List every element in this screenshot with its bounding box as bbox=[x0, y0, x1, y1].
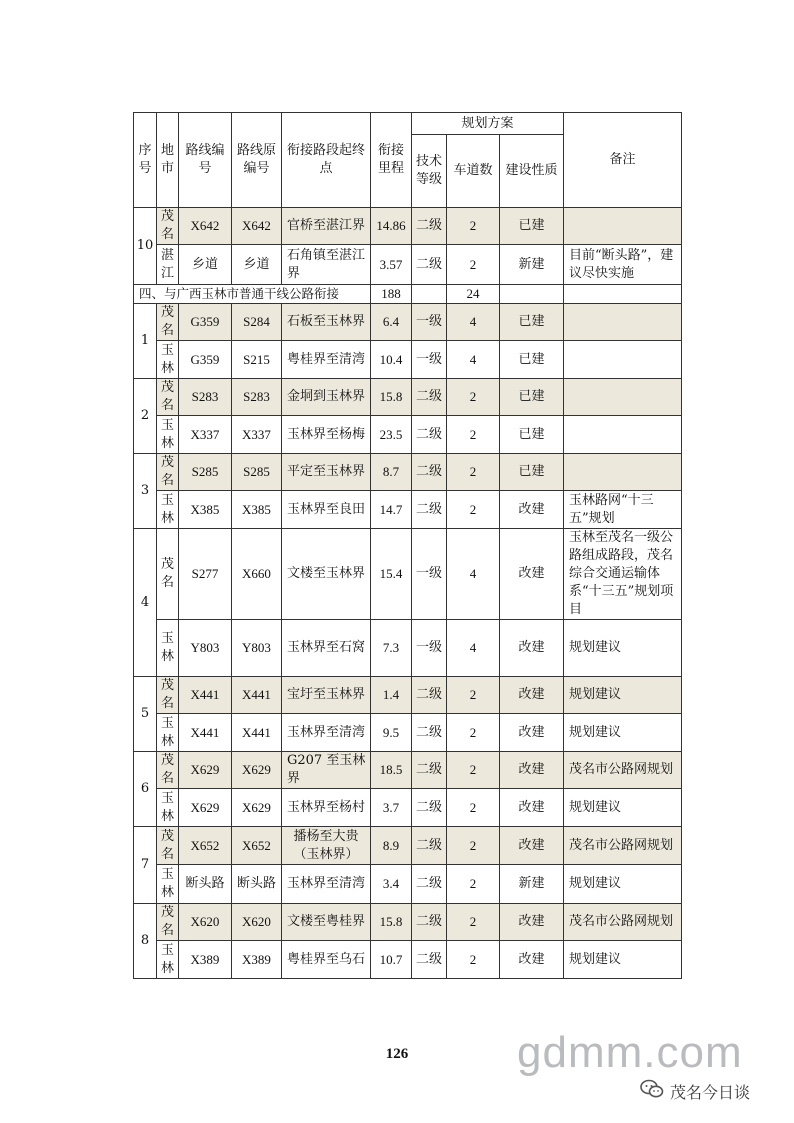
row-seq: 2 bbox=[134, 379, 157, 454]
row-nature: 改建 bbox=[500, 714, 564, 752]
page-number: 126 bbox=[385, 1046, 409, 1062]
row-orig: X385 bbox=[232, 491, 282, 529]
row-remark: 规划建议 bbox=[564, 789, 682, 827]
row-remark: 茂名市公路网规划 bbox=[564, 752, 682, 789]
row-city: 茂名 bbox=[157, 454, 179, 491]
row-lanes: 2 bbox=[447, 904, 500, 941]
row-remark bbox=[564, 416, 682, 454]
row-nature: 已建 bbox=[500, 304, 564, 341]
row-orig: X441 bbox=[232, 714, 282, 752]
row-lanes: 2 bbox=[447, 714, 500, 752]
section-mileage: 188 bbox=[371, 285, 412, 304]
table-row bbox=[134, 827, 682, 865]
row-orig: S283 bbox=[232, 379, 282, 416]
row-mileage: 3.57 bbox=[371, 245, 412, 285]
row-route: 乡道 bbox=[179, 245, 232, 285]
section-row bbox=[134, 285, 682, 304]
table-row bbox=[134, 941, 682, 979]
watermark: gdmm.com bbox=[517, 1028, 743, 1077]
row-remark: 规划建议 bbox=[564, 714, 682, 752]
row-orig: X642 bbox=[232, 208, 282, 245]
table-row bbox=[134, 341, 682, 379]
table-row bbox=[134, 904, 682, 941]
row-city: 湛江 bbox=[157, 245, 179, 285]
row-nature: 新建 bbox=[500, 865, 564, 904]
table-row bbox=[134, 245, 682, 285]
row-lanes: 2 bbox=[447, 865, 500, 904]
row-nature: 改建 bbox=[500, 491, 564, 529]
row-orig: X620 bbox=[232, 904, 282, 941]
row-lanes: 2 bbox=[447, 491, 500, 529]
row-grade: 一级 bbox=[412, 341, 447, 379]
row-segment: 石角镇至湛江界 bbox=[282, 245, 371, 285]
row-city: 茂名 bbox=[157, 304, 179, 341]
row-mileage: 14.7 bbox=[371, 491, 412, 529]
wechat-account-name: 茂名今日谈 bbox=[670, 1082, 751, 1102]
row-seq: 10 bbox=[134, 208, 157, 285]
row-city: 茂名 bbox=[157, 529, 179, 620]
table-row bbox=[134, 208, 682, 245]
row-grade: 二级 bbox=[412, 208, 447, 245]
row-route: G359 bbox=[179, 304, 232, 341]
row-lanes: 2 bbox=[447, 752, 500, 789]
row-mileage: 6.4 bbox=[371, 304, 412, 341]
row-city: 玉林 bbox=[157, 941, 179, 979]
row-lanes: 2 bbox=[447, 454, 500, 491]
row-segment: 粤桂界至乌石 bbox=[282, 941, 371, 979]
row-nature: 已建 bbox=[500, 208, 564, 245]
wechat-attribution bbox=[640, 1079, 750, 1103]
header-plan: 规划方案 bbox=[412, 113, 564, 135]
row-grade: 二级 bbox=[412, 789, 447, 827]
row-segment: 玉林界至杨村 bbox=[282, 789, 371, 827]
section-title: 四、与广西玉林市普通干线公路衔接 bbox=[134, 285, 371, 304]
row-orig: X629 bbox=[232, 789, 282, 827]
row-orig: X652 bbox=[232, 827, 282, 865]
row-grade: 二级 bbox=[412, 752, 447, 789]
row-nature: 已建 bbox=[500, 341, 564, 379]
row-grade: 二级 bbox=[412, 941, 447, 979]
row-route: X441 bbox=[179, 677, 232, 714]
row-route: X620 bbox=[179, 904, 232, 941]
row-remark bbox=[564, 454, 682, 491]
header-remark: 备注 bbox=[564, 113, 682, 208]
row-city: 玉林 bbox=[157, 714, 179, 752]
row-nature: 改建 bbox=[500, 904, 564, 941]
row-grade: 二级 bbox=[412, 904, 447, 941]
table-row bbox=[134, 752, 682, 789]
row-lanes: 4 bbox=[447, 341, 500, 379]
table-row bbox=[134, 379, 682, 416]
header-city: 地市 bbox=[157, 113, 179, 208]
row-route: X642 bbox=[179, 208, 232, 245]
row-grade: 二级 bbox=[412, 379, 447, 416]
row-mileage: 8.7 bbox=[371, 454, 412, 491]
row-lanes: 2 bbox=[447, 827, 500, 865]
row-route: X385 bbox=[179, 491, 232, 529]
row-city: 茂名 bbox=[157, 379, 179, 416]
row-city: 玉林 bbox=[157, 789, 179, 827]
row-grade: 二级 bbox=[412, 714, 447, 752]
row-lanes: 2 bbox=[447, 245, 500, 285]
row-segment: 粤桂界至清湾 bbox=[282, 341, 371, 379]
table-row bbox=[134, 620, 682, 677]
header-grade: 技术等级 bbox=[412, 135, 447, 208]
table-row bbox=[134, 529, 682, 620]
row-orig: S215 bbox=[232, 341, 282, 379]
row-lanes: 2 bbox=[447, 677, 500, 714]
row-segment: 玉林界至良田 bbox=[282, 491, 371, 529]
section-nature bbox=[500, 285, 564, 304]
table-row bbox=[134, 304, 682, 341]
row-city: 玉林 bbox=[157, 491, 179, 529]
header-row-1 bbox=[134, 113, 682, 135]
row-grade: 二级 bbox=[412, 491, 447, 529]
row-segment: 玉林界至石窝 bbox=[282, 620, 371, 677]
row-lanes: 2 bbox=[447, 941, 500, 979]
row-segment: 平定至玉林界 bbox=[282, 454, 371, 491]
row-segment: 官桥至湛江界 bbox=[282, 208, 371, 245]
row-lanes: 4 bbox=[447, 529, 500, 620]
row-lanes: 4 bbox=[447, 304, 500, 341]
row-segment: 宝圩至玉林界 bbox=[282, 677, 371, 714]
row-remark: 规划建议 bbox=[564, 865, 682, 904]
row-remark: 目前“断头路”，建议尽快实施 bbox=[564, 245, 682, 285]
row-lanes: 2 bbox=[447, 208, 500, 245]
row-segment: 玉林界至清湾 bbox=[282, 714, 371, 752]
row-remark: 规划建议 bbox=[564, 941, 682, 979]
row-city: 玉林 bbox=[157, 341, 179, 379]
row-remark bbox=[564, 304, 682, 341]
row-grade: 一级 bbox=[412, 304, 447, 341]
row-city: 茂名 bbox=[157, 677, 179, 714]
row-seq: 3 bbox=[134, 454, 157, 529]
table-row bbox=[134, 454, 682, 491]
row-mileage: 8.9 bbox=[371, 827, 412, 865]
row-lanes: 2 bbox=[447, 789, 500, 827]
row-nature: 改建 bbox=[500, 752, 564, 789]
row-grade: 二级 bbox=[412, 827, 447, 865]
row-nature: 改建 bbox=[500, 941, 564, 979]
row-remark bbox=[564, 208, 682, 245]
row-orig: 乡道 bbox=[232, 245, 282, 285]
row-nature: 改建 bbox=[500, 620, 564, 677]
row-mileage: 7.3 bbox=[371, 620, 412, 677]
row-grade: 一级 bbox=[412, 529, 447, 620]
row-mileage: 3.4 bbox=[371, 865, 412, 904]
header-lanes: 车道数 bbox=[447, 135, 500, 208]
row-remark: 玉林至茂名一级公路组成路段，茂名综合交通运输体系“十三五”规划项目 bbox=[564, 529, 682, 620]
table-row bbox=[134, 491, 682, 529]
header-segment: 衔接路段起终点 bbox=[282, 113, 371, 208]
row-segment: 玉林界至杨梅 bbox=[282, 416, 371, 454]
table-row bbox=[134, 677, 682, 714]
row-seq: 1 bbox=[134, 304, 157, 379]
row-remark: 规划建议 bbox=[564, 620, 682, 677]
row-route: X629 bbox=[179, 752, 232, 789]
row-nature: 改建 bbox=[500, 827, 564, 865]
row-orig: 断头路 bbox=[232, 865, 282, 904]
row-route: S283 bbox=[179, 379, 232, 416]
row-segment: 金垌到玉林界 bbox=[282, 379, 371, 416]
row-city: 茂名 bbox=[157, 827, 179, 865]
wechat-icon bbox=[640, 1079, 664, 1103]
row-mileage: 15.8 bbox=[371, 379, 412, 416]
row-mileage: 23.5 bbox=[371, 416, 412, 454]
header-mileage: 衔接里程 bbox=[371, 113, 412, 208]
table-row bbox=[134, 416, 682, 454]
row-remark: 玉林路网“十三五”规划 bbox=[564, 491, 682, 529]
row-route: X652 bbox=[179, 827, 232, 865]
row-orig: S284 bbox=[232, 304, 282, 341]
row-route: G359 bbox=[179, 341, 232, 379]
row-seq: 6 bbox=[134, 752, 157, 827]
row-nature: 改建 bbox=[500, 789, 564, 827]
row-segment: 石板至玉林界 bbox=[282, 304, 371, 341]
table-row bbox=[134, 865, 682, 904]
row-lanes: 4 bbox=[447, 620, 500, 677]
row-city: 茂名 bbox=[157, 904, 179, 941]
row-route: Y803 bbox=[179, 620, 232, 677]
row-remark bbox=[564, 379, 682, 416]
row-lanes: 2 bbox=[447, 379, 500, 416]
row-route: X441 bbox=[179, 714, 232, 752]
row-orig: S285 bbox=[232, 454, 282, 491]
header-orig-no: 路线原编号 bbox=[232, 113, 282, 208]
table-row bbox=[134, 714, 682, 752]
row-nature: 改建 bbox=[500, 529, 564, 620]
row-segment: 播杨至大贵（玉林界） bbox=[282, 827, 371, 865]
row-mileage: 15.8 bbox=[371, 904, 412, 941]
table-row bbox=[134, 789, 682, 827]
row-nature: 已建 bbox=[500, 416, 564, 454]
row-mileage: 10.4 bbox=[371, 341, 412, 379]
row-lanes: 2 bbox=[447, 416, 500, 454]
row-grade: 二级 bbox=[412, 245, 447, 285]
row-remark: 规划建议 bbox=[564, 677, 682, 714]
row-nature: 改建 bbox=[500, 677, 564, 714]
row-segment: 玉林界至清湾 bbox=[282, 865, 371, 904]
row-mileage: 14.86 bbox=[371, 208, 412, 245]
row-mileage: 18.5 bbox=[371, 752, 412, 789]
row-grade: 二级 bbox=[412, 677, 447, 714]
row-nature: 新建 bbox=[500, 245, 564, 285]
header-nature: 建设性质 bbox=[500, 135, 564, 208]
row-mileage: 1.4 bbox=[371, 677, 412, 714]
row-grade: 二级 bbox=[412, 865, 447, 904]
row-orig: X441 bbox=[232, 677, 282, 714]
row-city: 玉林 bbox=[157, 620, 179, 677]
row-segment: G207 至玉林界 bbox=[282, 752, 371, 789]
header-route-no: 路线编号 bbox=[179, 113, 232, 208]
row-mileage: 3.7 bbox=[371, 789, 412, 827]
row-orig: X660 bbox=[232, 529, 282, 620]
row-remark bbox=[564, 341, 682, 379]
row-city: 茂名 bbox=[157, 752, 179, 789]
row-route: S277 bbox=[179, 529, 232, 620]
row-remark: 茂名市公路网规划 bbox=[564, 827, 682, 865]
row-orig: X629 bbox=[232, 752, 282, 789]
row-segment: 文楼至粤桂界 bbox=[282, 904, 371, 941]
row-route: 断头路 bbox=[179, 865, 232, 904]
row-seq: 8 bbox=[134, 904, 157, 979]
row-route: S285 bbox=[179, 454, 232, 491]
row-seq: 4 bbox=[134, 529, 157, 677]
row-mileage: 9.5 bbox=[371, 714, 412, 752]
row-segment: 文楼至玉林界 bbox=[282, 529, 371, 620]
row-route: X337 bbox=[179, 416, 232, 454]
row-mileage: 10.7 bbox=[371, 941, 412, 979]
header-seq: 序号 bbox=[134, 113, 157, 208]
row-orig: Y803 bbox=[232, 620, 282, 677]
row-orig: X389 bbox=[232, 941, 282, 979]
row-nature: 已建 bbox=[500, 454, 564, 491]
row-grade: 二级 bbox=[412, 416, 447, 454]
row-grade: 一级 bbox=[412, 620, 447, 677]
row-seq: 7 bbox=[134, 827, 157, 904]
row-grade: 二级 bbox=[412, 454, 447, 491]
row-route: X389 bbox=[179, 941, 232, 979]
section-lanes: 24 bbox=[447, 285, 500, 304]
road-connection-table bbox=[133, 112, 682, 979]
row-route: X629 bbox=[179, 789, 232, 827]
row-orig: X337 bbox=[232, 416, 282, 454]
row-nature: 已建 bbox=[500, 379, 564, 416]
row-city: 玉林 bbox=[157, 416, 179, 454]
row-city: 玉林 bbox=[157, 865, 179, 904]
row-remark: 茂名市公路网规划 bbox=[564, 904, 682, 941]
row-seq: 5 bbox=[134, 677, 157, 752]
row-city: 茂名 bbox=[157, 208, 179, 245]
section-grade bbox=[412, 285, 447, 304]
section-remark bbox=[564, 285, 682, 304]
row-mileage: 15.4 bbox=[371, 529, 412, 620]
